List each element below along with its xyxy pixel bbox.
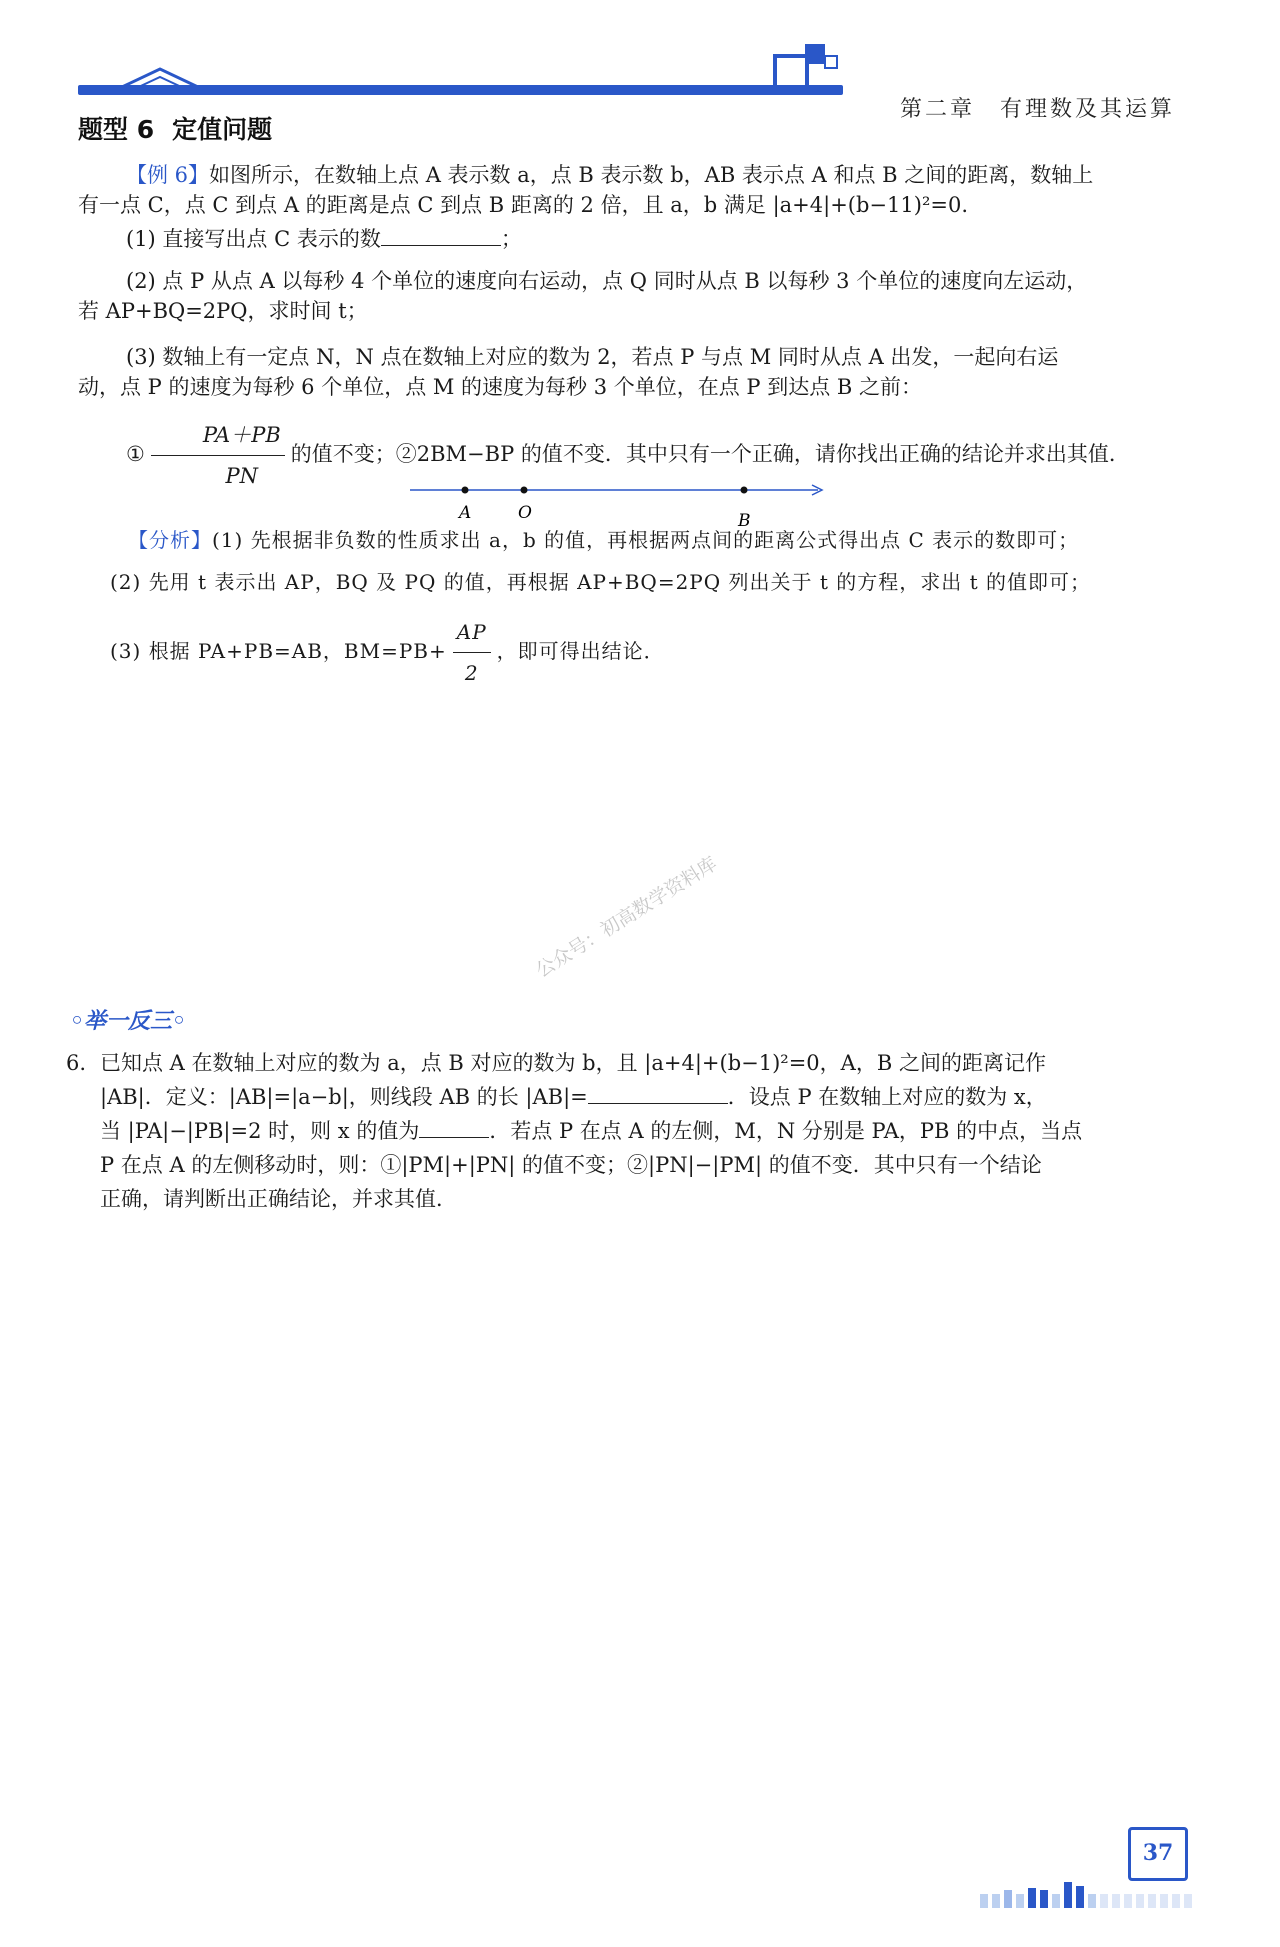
section-label: 题型 6 bbox=[78, 115, 155, 144]
question-3-line2: 动，点 P 的速度为每秒 6 个单位，点 M 的速度为每秒 3 个单位，在点 P 到达点 B 之前： bbox=[78, 375, 923, 399]
practice-banner: ◦举一反三◦ bbox=[70, 1009, 187, 1034]
example-tag: 【例 6】 bbox=[126, 163, 210, 187]
analysis-tag: 【分析】 bbox=[128, 528, 212, 552]
page-number: 37 bbox=[1128, 1827, 1188, 1881]
answer-blank-1[interactable] bbox=[381, 227, 501, 246]
question-1: (1) 直接写出点 C 表示的数 ； bbox=[126, 227, 522, 251]
point-o bbox=[521, 487, 528, 494]
point-a bbox=[462, 487, 469, 494]
practice-line2: |AB|．定义：|AB|=|a−b|，则线段 AB 的长 |AB|= ．设点 P 在数轴上对应的数为 x， bbox=[100, 1085, 1047, 1109]
answer-blank-ab[interactable] bbox=[588, 1085, 728, 1104]
question-2-line1: (2) 点 P 从点 A 以每秒 4 个单位的速度向右运动，点 Q 同时从点 B 以每秒 3 个单位的速度向左运动， bbox=[126, 269, 1088, 293]
practice-line4: P 在点 A 的左侧移动时，则：①|PM|+|PN| 的值不变；②|PN|−|PM| 的值不变．其中只有一个结论 bbox=[100, 1153, 1042, 1177]
analysis-line2: (2) 先用 t 表示出 AP，BQ 及 PQ 的值，再根据 AP+BQ=2PQ 列出关于 t 的方程，求出 t 的值即可； bbox=[110, 570, 1092, 594]
analysis-line3: (3) 根据 PA+PB=AB，BM=PB+ $\frac{AP}{2}$ ，即可得出结论． bbox=[110, 612, 1170, 693]
practice-line5: 正确，请判断出正确结论，并求其值． bbox=[100, 1187, 457, 1211]
example-intro-line2: 有一点 C，点 C 到点 A 的距离是点 C 到点 B 距离的 2 倍，且 a，b 满足 |a+4|+(b−11)²=0. bbox=[78, 193, 968, 217]
question-3-line1: (3) 数轴上有一定点 N，N 点在数轴上对应的数为 2，若点 P 与点 M 同时从点 A 出发，一起向右运 bbox=[126, 345, 1059, 369]
practice-number: 6. bbox=[66, 1051, 87, 1075]
practice-line1: 已知点 A 在数轴上对应的数为 a，点 B 对应的数为 b，且 |a+4|+(b−1)²=0，A，B 之间的距离记作 bbox=[100, 1051, 1046, 1075]
point-b bbox=[741, 487, 748, 494]
practice-line3: 当 |PA|−|PB|=2 时，则 x 的值为 ．若点 P 在点 A 的左侧，M，N 分别是 PA，PB 的中点，当点 bbox=[100, 1119, 1083, 1143]
analysis-line1: 【分析】(1) 先根据非负数的性质求出 a，b 的值，再根据两点间的距离公式得出点 C 表示的数即可； bbox=[128, 528, 1080, 552]
footer-bars-icon bbox=[980, 1880, 1260, 1920]
label-o: O bbox=[518, 503, 532, 523]
fraction-ap-2: $\frac{AP}{2}$ bbox=[453, 612, 491, 693]
section-title bbox=[78, 110, 272, 146]
header-boxes-icon bbox=[765, 42, 845, 102]
example-intro-line1: 【例 6】如图所示，在数轴上点 A 表示数 a，点 B 表示数 b，AB 表示点 A 和点 B 之间的距离，数轴上 bbox=[126, 163, 1094, 187]
watermark: 公众号：初高数学资料库 bbox=[532, 852, 722, 983]
header-roof-icon bbox=[120, 65, 200, 95]
chapter-title: 第二章 有理数及其运算 bbox=[899, 97, 1175, 122]
answer-blank-x[interactable] bbox=[419, 1119, 489, 1138]
question-3-line3: ① $\frac{PA+PB}{PN}$ 的值不变；②2BM−BP 的值不变．其中只有一个正确，请你找出正确的结论并求出其值． bbox=[78, 415, 1173, 496]
fraction-pa-pb-pn: $\frac{PA+PB}{PN}$ bbox=[151, 415, 285, 496]
label-a: A bbox=[459, 503, 472, 523]
question-2-line2: 若 AP+BQ=2PQ，求时间 t； bbox=[78, 299, 368, 323]
section-name: 定值问题 bbox=[172, 115, 273, 144]
label-b: B bbox=[738, 511, 751, 531]
